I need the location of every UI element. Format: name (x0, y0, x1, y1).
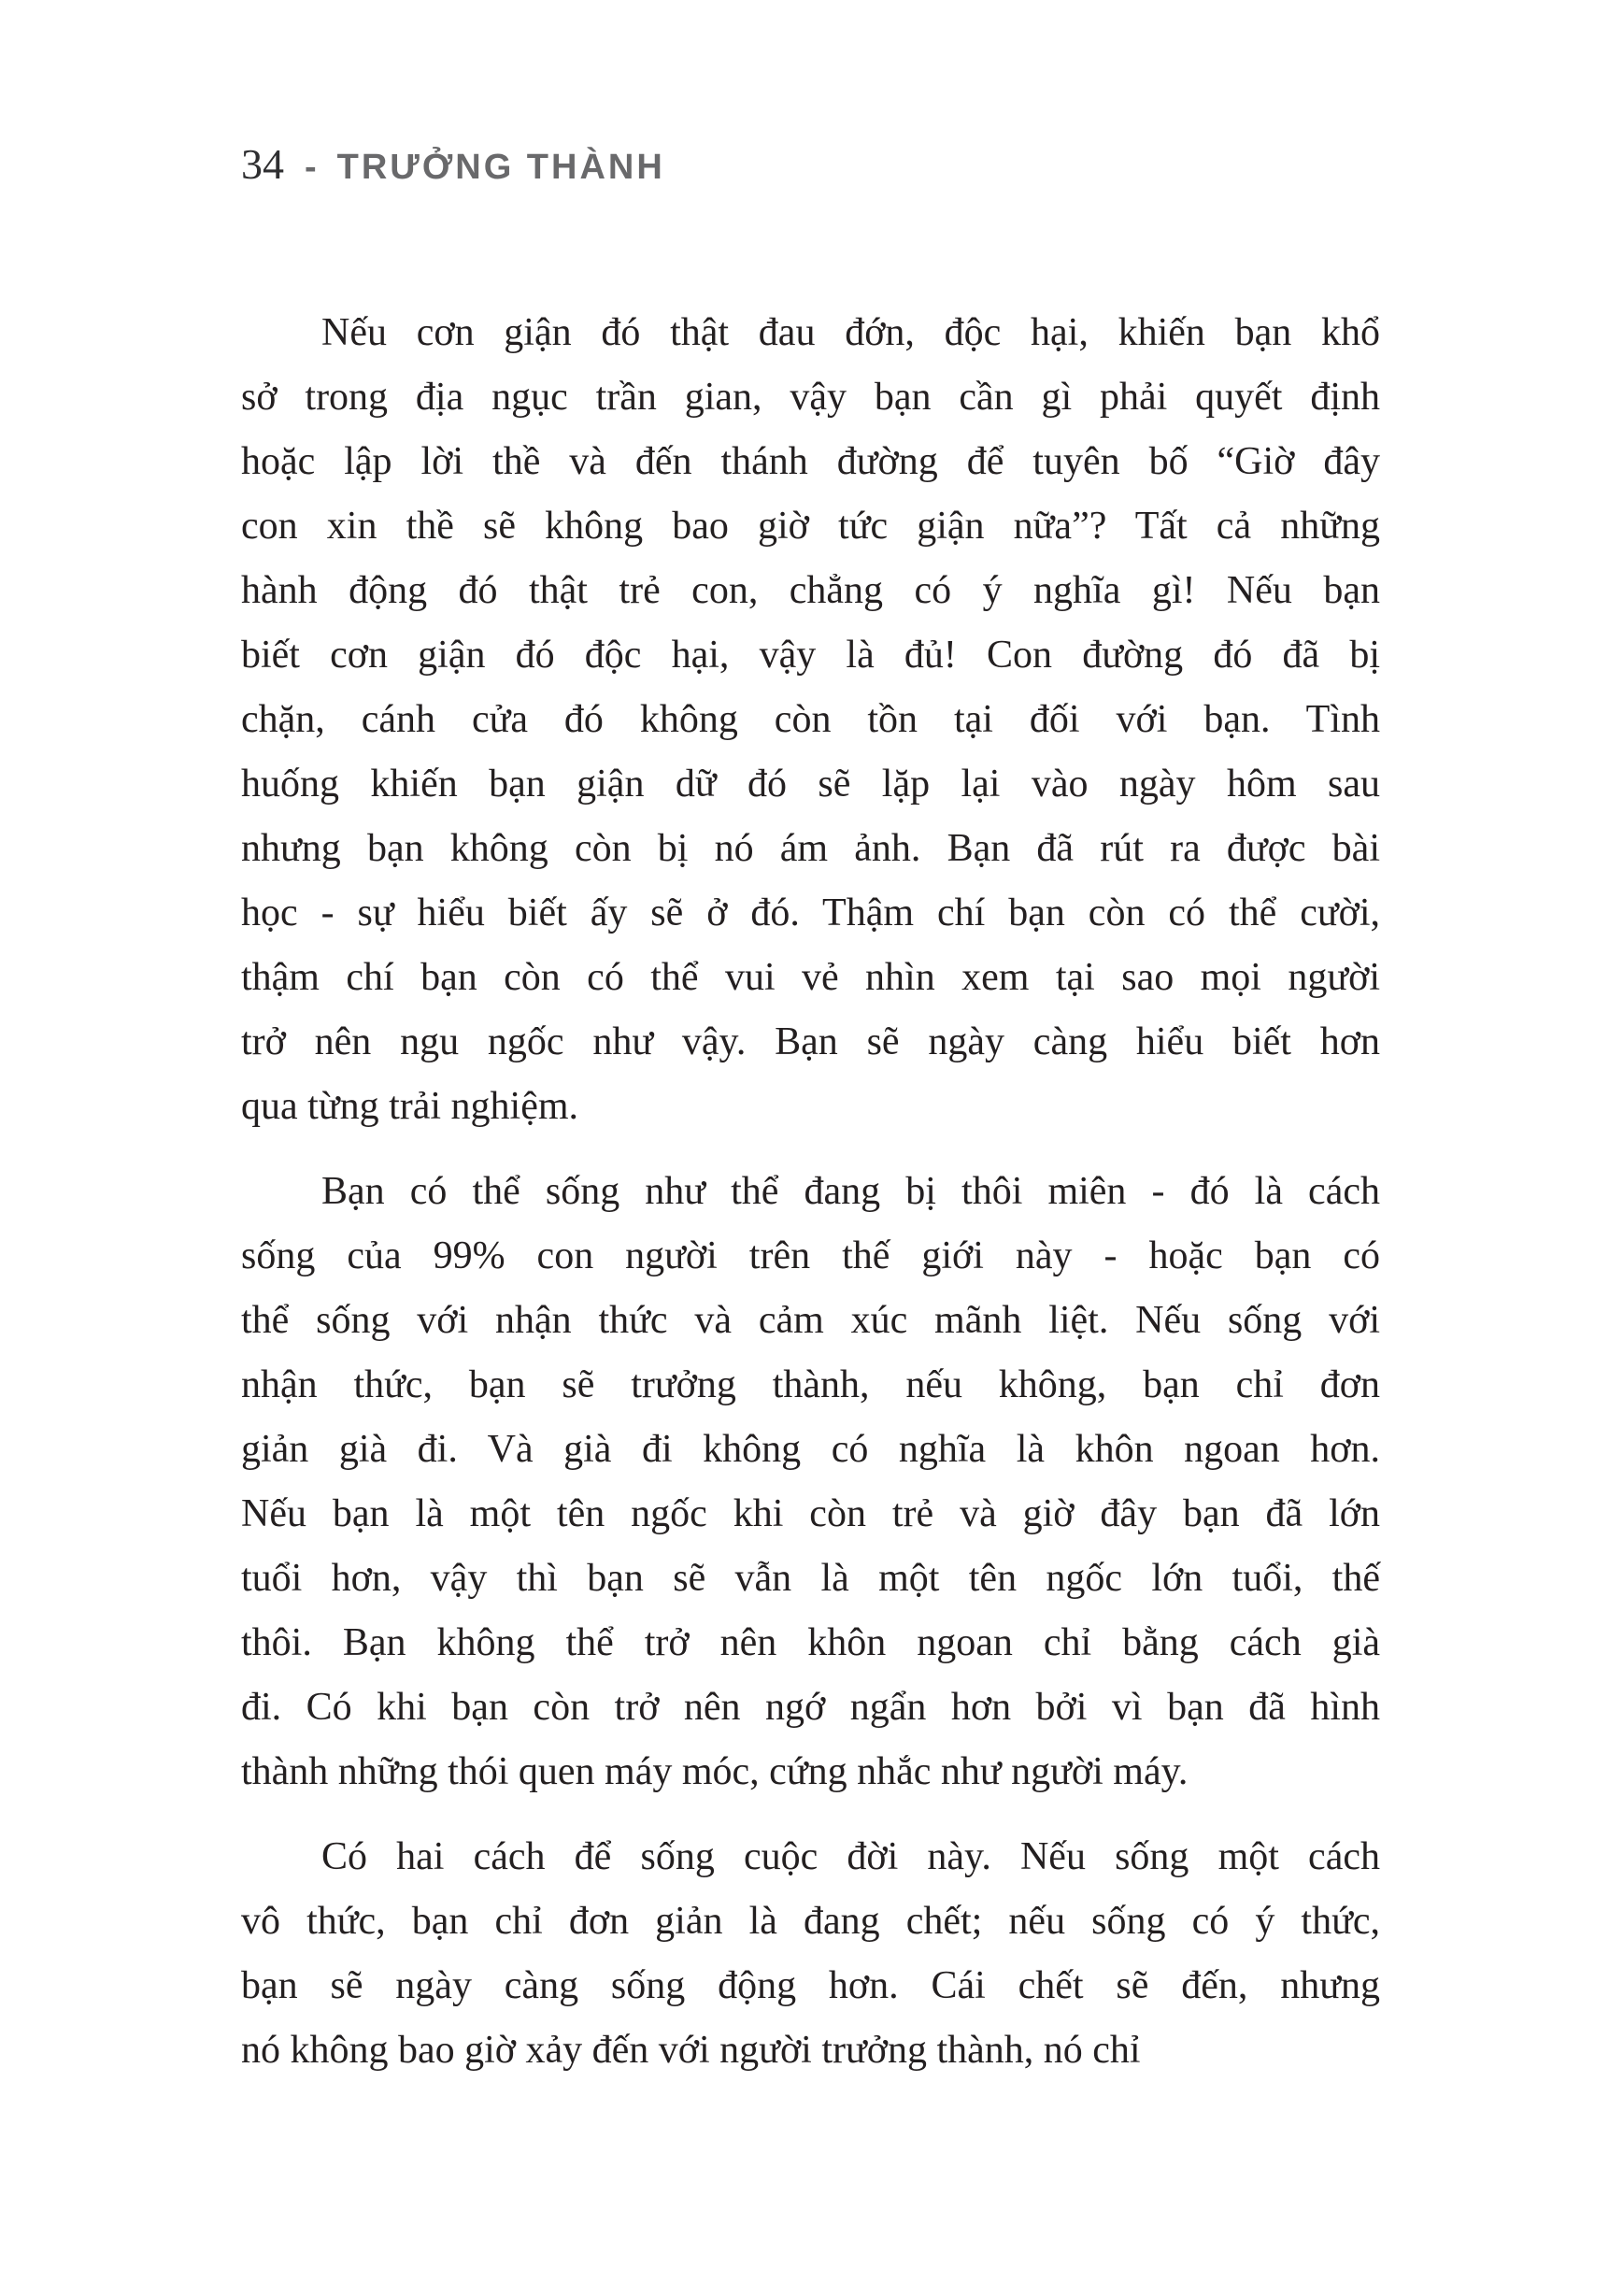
text-line: sống của 99% con người trên thế giới này - hoặc bạn có (241, 1234, 1380, 1277)
text-line: thể sống với nhận thức và cảm xúc mãnh liệt. Nếu sống với (241, 1299, 1380, 1342)
text-line: đi. Có khi bạn còn trở nên ngớ ngẩn hơn bởi vì bạn đã hình (241, 1686, 1380, 1729)
text-line: hoặc lập lời thề và đến thánh đường để tuyên bố “Giờ đây (241, 440, 1380, 483)
page-number: 34 (241, 140, 284, 188)
text-line: biết cơn giận đó độc hại, vậy là đủ! Con đường đó đã bị (241, 634, 1380, 677)
text-line: bạn sẽ ngày càng sống động hơn. Cái chết sẽ đến, nhưng (241, 1964, 1380, 2007)
text-line: Có hai cách để sống cuộc đời này. Nếu sống một cách (321, 1835, 1380, 1878)
text-line: tuổi hơn, vậy thì bạn sẽ vẫn là một tên ngốc lớn tuổi, thế (241, 1557, 1380, 1600)
text-line: học - sự hiểu biết ấy sẽ ở đó. Thậm chí bạn còn có thể cười, (241, 891, 1380, 934)
text-line: nhận thức, bạn sẽ trưởng thành, nếu không, bạn chỉ đơn (241, 1363, 1380, 1406)
text-line: Bạn có thể sống như thể đang bị thôi miên - đó là cách (321, 1170, 1380, 1213)
chapter-title: TRƯỞNG THÀNH (336, 148, 665, 187)
text-line: thành những thói quen máy móc, cứng nhắc như người máy. (241, 1750, 1189, 1793)
text-line: Nếu cơn giận đó thật đau đớn, độc hại, khiến bạn khổ (321, 311, 1380, 354)
text-line: con xin thề sẽ không bao giờ tức giận nữa”? Tất cả những (241, 505, 1380, 548)
body-text (241, 301, 1380, 2083)
text-line: qua từng trải nghiệm. (241, 1085, 579, 1128)
text-line: huống khiến bạn giận dữ đó sẽ lặp lại vào ngày hôm sau (241, 763, 1380, 806)
text-line: thôi. Bạn không thể trở nên khôn ngoan chỉ bằng cách già (241, 1621, 1380, 1664)
text-line: vô thức, bạn chỉ đơn giản là đang chết; nếu sống có ý thức, (241, 1900, 1380, 1943)
paragraph (241, 1825, 1380, 2083)
paragraph (241, 1160, 1380, 1804)
page-header (241, 142, 665, 190)
text-line: trở nên ngu ngốc như vậy. Bạn sẽ ngày càng hiểu biết hơn (241, 1020, 1380, 1063)
text-line: Nếu bạn là một tên ngốc khi còn trẻ và giờ đây bạn đã lớn (241, 1492, 1380, 1535)
text-line: nhưng bạn không còn bị nó ám ảnh. Bạn đã rút ra được bài (241, 827, 1380, 870)
text-line: sở trong địa ngục trần gian, vậy bạn cần gì phải quyết định (241, 376, 1380, 419)
header-separator: - (305, 148, 317, 187)
paragraph (241, 301, 1380, 1139)
text-line: giản già đi. Và già đi không có nghĩa là khôn ngoan hơn. (241, 1428, 1380, 1471)
text-line: nó không bao giờ xảy đến với người trưởng thành, nó chỉ (241, 2029, 1141, 2072)
text-line: chặn, cánh cửa đó không còn tồn tại đối với bạn. Tình (241, 698, 1380, 741)
text-line: thậm chí bạn còn có thể vui vẻ nhìn xem tại sao mọi người (241, 956, 1380, 999)
text-line: hành động đó thật trẻ con, chẳng có ý nghĩa gì! Nếu bạn (241, 569, 1380, 612)
